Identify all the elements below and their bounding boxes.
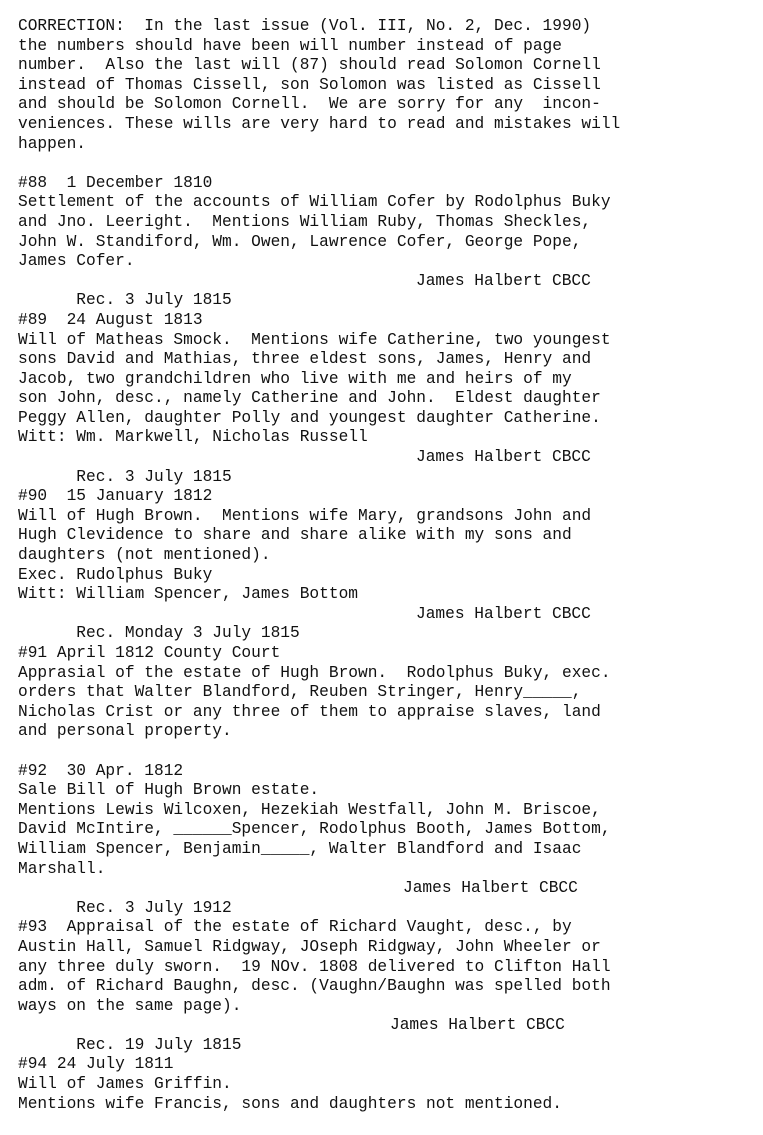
entry-text-line: Jacob, two grandchildren who live with me and heirs of my	[18, 369, 572, 388]
clerk-signature: James Halbert CBCC	[416, 448, 591, 467]
entry-header: #91 April 1812 County Court	[18, 644, 281, 662]
record-row	[18, 604, 763, 643]
entry-header: #89 24 August 1813	[18, 310, 203, 329]
entry-text-line: Exec. Rudolphus Buky	[18, 565, 213, 584]
clerk-signature: James Halbert CBCC	[390, 1016, 565, 1035]
clerk-signature: James Halbert CBCC	[416, 271, 591, 290]
record-row	[18, 448, 763, 486]
correction-line: and should be Solomon Cornell. We are sorry for any incon-	[18, 95, 601, 114]
will-entry-89	[18, 310, 763, 486]
entry-text-line: Peggy Allen, daughter Polly and youngest daughter Catherine.	[18, 408, 601, 427]
entry-text-line: Will of Hugh Brown. Mentions wife Mary, grandsons John and	[18, 506, 592, 525]
entry-text-line: and personal property.	[18, 722, 232, 741]
entry-text-line: sons David and Mathias, three eldest sons, James, Henry and	[18, 350, 592, 369]
entry-text-line: Hugh Clevidence to share and share alike with my sons and	[18, 526, 572, 545]
entry-text-line: William Spencer, Benjamin_____, Walter Blandford and Isaac	[18, 839, 582, 858]
entry-header: #93 Appraisal of the estate of Richard Vaught, desc., by	[18, 918, 572, 937]
recorded-date: Rec. 3 July 1815	[76, 467, 232, 486]
entry-text-line: ways on the same page).	[18, 996, 242, 1015]
will-entry-90	[18, 487, 763, 643]
entry-text-line: Nicholas Crist or any three of them to appraise slaves, land	[18, 702, 601, 721]
entry-text-line: Austin Hall, Samuel Ridgway, JOseph Ridgway, John Wheeler or	[18, 937, 601, 956]
entry-header: #94 24 July 1811	[18, 1055, 174, 1074]
correction-line: CORRECTION: In the last issue (Vol. III, No. 2, Dec. 1990)	[18, 17, 592, 35]
entry-text-line: Will of James Griffin.	[18, 1075, 232, 1094]
will-entry-94	[18, 1055, 763, 1114]
entry-text-line: Apprasial of the estate of Hugh Brown. Rodolphus Buky, exec.	[18, 663, 611, 682]
record-row	[18, 879, 763, 917]
record-row	[18, 1016, 763, 1054]
entry-text-line: Sale Bill of Hugh Brown estate.	[18, 781, 320, 800]
correction-line: veniences. These wills are very hard to read and mistakes will	[18, 114, 621, 133]
entry-text-line: son John, desc., namely Catherine and John. Eldest daughter	[18, 389, 601, 408]
correction-line: instead of Thomas Cissell, son Solomon was listed as Cissell	[18, 75, 601, 94]
entry-text-line: daughters (not mentioned).	[18, 546, 271, 565]
entry-text-line: orders that Walter Blandford, Reuben Stringer, Henry_____,	[18, 683, 582, 702]
entry-text-line: adm. of Richard Baughn, desc. (Vaughn/Baughn was spelled both	[18, 977, 611, 996]
entry-header: #90 15 January 1812	[18, 487, 213, 506]
entry-text-line: and Jno. Leeright. Mentions William Ruby, Thomas Sheckles,	[18, 212, 592, 231]
clerk-signature: James Halbert CBCC	[403, 879, 578, 898]
entry-text-line: John W. Standiford, Wm. Owen, Lawrence Cofer, George Pope,	[18, 232, 582, 251]
entry-text-line: Witt: William Spencer, James Bottom	[18, 585, 358, 604]
record-row	[18, 271, 763, 310]
correction-line: number. Also the last will (87) should read Solomon Cornell	[18, 56, 601, 75]
recorded-date: Rec. 3 July 1912	[76, 898, 232, 917]
recorded-date: Rec. Monday 3 July 1815	[76, 624, 300, 643]
entry-text-line: Mentions wife Francis, sons and daughters not mentioned.	[18, 1094, 562, 1113]
entry-text-line: David McIntire, ______Spencer, Rodolphus Booth, James Bottom,	[18, 820, 611, 839]
will-entry-91	[18, 644, 763, 742]
entry-header: #88 1 December 1810	[18, 173, 213, 192]
will-entry-88	[18, 173, 763, 310]
entry-text-line: Settlement of the accounts of William Cofer by Rodolphus Buky	[18, 193, 611, 212]
will-entry-93	[18, 918, 763, 1054]
entry-text-line: Witt: Wm. Markwell, Nicholas Russell	[18, 428, 368, 447]
will-entry-92	[18, 761, 763, 917]
recorded-date: Rec. 19 July 1815	[76, 1035, 242, 1054]
correction-notice	[18, 17, 763, 154]
recorded-date: Rec. 3 July 1815	[76, 291, 232, 310]
entry-header: #92 30 Apr. 1812	[18, 761, 184, 780]
entry-text-line: Mentions Lewis Wilcoxen, Hezekiah Westfall, John M. Briscoe,	[18, 800, 601, 819]
entry-text-line: Will of Matheas Smock. Mentions wife Catherine, two youngest	[18, 330, 611, 349]
clerk-signature: James Halbert CBCC	[416, 604, 591, 623]
correction-line: happen.	[18, 134, 86, 153]
entry-text-line: Marshall.	[18, 859, 106, 878]
entry-text-line: James Cofer.	[18, 252, 135, 271]
correction-line: the numbers should have been will number instead of page	[18, 36, 562, 55]
entry-text-line: any three duly sworn. 19 NOv. 1808 delivered to Clifton Hall	[18, 957, 611, 976]
